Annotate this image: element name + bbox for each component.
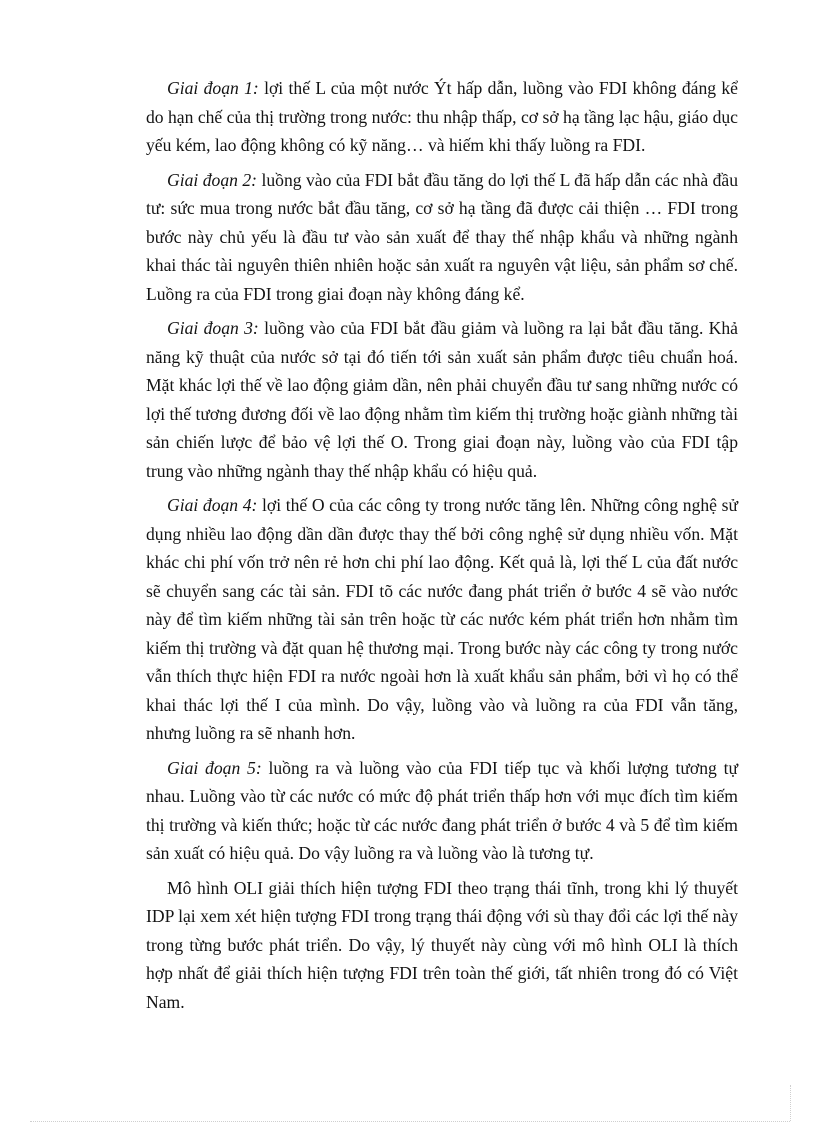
page-border-right [790,1085,791,1121]
paragraph-stage-4 [146,491,738,748]
stage-heading: Giai đoạn 5: [167,757,262,778]
page-border-bottom [30,1121,790,1122]
paragraph-stage-1 [146,74,738,160]
paragraph-stage-3 [146,314,738,485]
stage-heading: Giai đoạn 2: [167,169,258,190]
paragraph-stage-2 [146,166,738,309]
paragraph-text: luồng ra và luồng vào của FDI tiếp tục và khối lượng tương tự nhau. Luồng vào từ các nước có mức độ phát triển thấp hơn với mục đích tìm kiếm thị trường và kiến thức; hoặc từ các nước đang phát triển ở bước 4 và 5 để tìm kiếm sản xuất có hiệu quả. Do vậy luồng ra và luồng vào là tương tự. [146,757,739,863]
paragraph-stage-5 [146,754,738,868]
paragraph-text: luồng vào của FDI bắt đầu tăng do lợi thế L đã hấp dẫn các nhà đầu tư: sức mua trong nước bắt đầu tăng, cơ sở hạ tầng đã được cải thiện … FDI trong bước này chủ yếu là đầu tư vào sản xuất để thay thế nhập khẩu và những ngành khai thác tài nguyên thiên nhiên hoặc sản xuất ra nguyên vật liệu, sản phẩm sơ chế. Luồng ra của FDI trong giai đoạn này không đáng kể. [146,169,739,304]
paragraph-text: lợi thế L của một nước Ýt hấp dẫn, luồng vào FDI không đáng kể do hạn chế của thị trường trong nước: thu nhập thấp, cơ sở hạ tầng lạc hậu, giáo dục yếu kém, lao động không có kỹ năng… và hiếm khi thấy luồng ra FDI. [146,78,738,155]
paragraph-text: Mô hình OLI giải thích hiện tượng FDI theo trạng thái tĩnh, trong khi lý thuyết IDP lại xem xét hiện tượng FDI trong trạng thái động với sù thay đổi các lợi thế này trong từng bước phát triển. Do vậy, lý thuyết này cùng với mô hình OLI là thích hợp nhất để giải thích hiện tượng FDI trên toàn thế giới, tất nhiên trong đó có Việt Nam. [146,877,738,1012]
paragraph-conclusion [146,874,738,1017]
document-body [146,74,738,1022]
stage-heading: Giai đoạn 4: [167,495,258,515]
paragraph-text: luồng vào của FDI bắt đầu giảm và luồng ra lại bắt đầu tăng. Khả năng kỹ thuật của nước sở tại đó tiến tới sản xuất sản phẩm được tiêu chuẩn hoá. Mặt khác lợi thế về lao động giảm dần, nên phải chuyển đầu tư sang những nước có lợi thế tương đương đối về lao động nhằm tìm kiếm thị trường hoặc giành những tài sản chiến lược để bảo vệ lợi thế O. Trong giai đoạn này, luồng vào của FDI tập trung vào những ngành thay thế nhập khẩu có hiệu quả. [146,318,738,481]
paragraph-text: lợi thế O của các công ty trong nước tăng lên. Những công nghệ sử dụng nhiều lao động dần dần được thay thế bởi công nghệ sử dụng nhiều vốn. Mặt khác chi phí vốn trở nên rẻ hơn chi phí lao động. Kết quả là, lợi thế L của đất nước sẽ chuyển sang các tài sản. FDI tõ các nước đang phát triển ở bước 4 sẽ vào nước này để tìm kiếm những tài sản trên hoặc từ các nước kém phát triển hơn nhằm tìm kiếm thị trường và đặt quan hệ thương mại. Trong bước này các công ty trong nước vẫn thích thực hiện FDI ra nước ngoài hơn là xuất khẩu sản phẩm, bởi vì họ có thể khai thác lợi thế I của mình. Do vậy, luồng vào và luồng ra của FDI vẫn tăng, nhưng luồng ra sẽ nhanh hơn. [146,495,738,743]
stage-heading: Giai đoạn 3: [167,318,259,338]
stage-heading: Giai đoạn 1: [167,78,259,98]
